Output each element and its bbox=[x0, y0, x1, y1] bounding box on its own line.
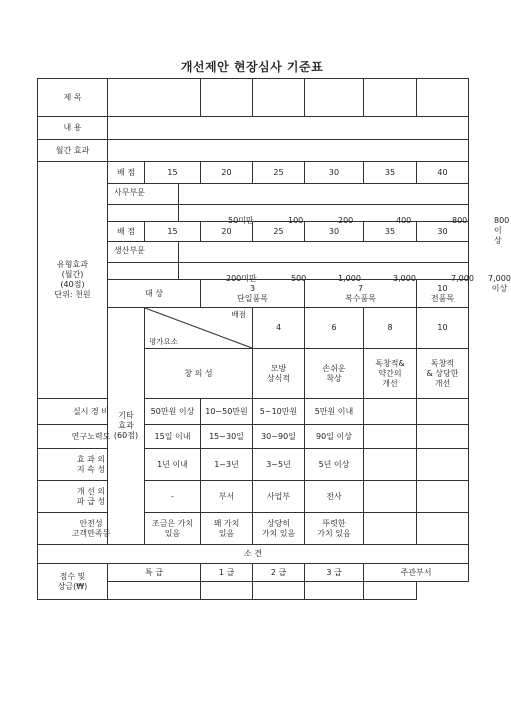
criterion-cell: - bbox=[145, 481, 201, 513]
office-range: 50미만 bbox=[228, 216, 254, 225]
score-head: 8 bbox=[364, 308, 417, 349]
subject-field[interactable] bbox=[108, 79, 201, 117]
office-section-label: 사무부문 bbox=[114, 188, 145, 197]
subject-cell[interactable] bbox=[201, 79, 253, 117]
score-head: 10 bbox=[417, 308, 469, 349]
monthly-effect-label: 월간 효과 bbox=[38, 140, 108, 162]
prod-range: 500 bbox=[291, 274, 307, 283]
criterion-cell: 3~5년 bbox=[253, 449, 305, 481]
score-label-prod: 배 점 bbox=[108, 222, 145, 242]
subject-cell[interactable] bbox=[417, 79, 469, 117]
prod-score: 30 bbox=[417, 222, 469, 242]
criterion-cell: 조금은 가치 있음 bbox=[145, 513, 201, 545]
criterion-cell: 5년 이상 bbox=[305, 449, 364, 481]
office-score: 20 bbox=[201, 162, 253, 184]
office-score: 35 bbox=[364, 162, 417, 184]
monthly-effect-field[interactable] bbox=[108, 140, 469, 162]
target-multiple: 7 복수품목 bbox=[305, 280, 417, 308]
criterion-cell: 전사 bbox=[305, 481, 364, 513]
other-effect-label: 기타 효과 (60점) bbox=[108, 308, 145, 545]
grade-2: 2 급 bbox=[253, 564, 305, 582]
office-score: 15 bbox=[145, 162, 201, 184]
subject-row bbox=[38, 79, 469, 117]
dept-field[interactable] bbox=[364, 582, 417, 600]
subject-cell[interactable] bbox=[253, 79, 305, 117]
criterion-name: 연구노력도 bbox=[38, 425, 145, 449]
criterion-cell: 5~10만원 bbox=[253, 399, 305, 425]
content-row bbox=[38, 117, 469, 140]
subject-cell[interactable] bbox=[305, 79, 364, 117]
content-label: 내 용 bbox=[38, 117, 108, 140]
target-single: 3 단일품목 bbox=[201, 280, 305, 308]
grade-3: 3 급 bbox=[305, 564, 364, 582]
prod-range: 3,000 bbox=[393, 274, 416, 283]
criterion-cell: 15일 이내 bbox=[145, 425, 201, 449]
remark-field[interactable] bbox=[417, 425, 469, 449]
prod-score: 35 bbox=[364, 222, 417, 242]
criterion-cell: 독창적 & 상당한 개선 bbox=[417, 349, 469, 399]
office-score: 40 bbox=[417, 162, 469, 184]
remark-field[interactable] bbox=[417, 399, 469, 425]
grade-special-field[interactable] bbox=[108, 582, 201, 600]
criterion-cell: 1~3년 bbox=[201, 449, 253, 481]
award-label: 점수 및 상금(₩) bbox=[38, 564, 108, 600]
criterion-cell: 30~90일 bbox=[253, 425, 305, 449]
prod-range: 1,000 bbox=[338, 274, 361, 283]
criterion-name: 실시 경 비 bbox=[38, 399, 145, 425]
diag-element-label: 평가요소 bbox=[149, 336, 178, 346]
grade-special: 특 급 bbox=[108, 564, 201, 582]
criterion-cell: 모방 상식적 bbox=[253, 349, 305, 399]
criterion-cell: 독창적& 약간의 개선 bbox=[364, 349, 417, 399]
target-all: 10 전품목 bbox=[417, 280, 469, 308]
criterion-cell: 상당히 가치 있음 bbox=[253, 513, 305, 545]
office-range: 400 bbox=[396, 216, 412, 225]
target-label: 대 상 bbox=[108, 280, 201, 308]
office-range: 800이상 bbox=[494, 216, 510, 245]
grade-1-field[interactable] bbox=[201, 582, 253, 600]
score-head: 4 bbox=[253, 308, 305, 349]
criterion-name: 효 과 의 지 속 성 bbox=[38, 449, 145, 481]
total-score-field[interactable] bbox=[364, 449, 417, 481]
office-score: 25 bbox=[253, 162, 305, 184]
criterion-name: 창 의 성 bbox=[145, 349, 253, 399]
grade-1: 1 급 bbox=[201, 564, 253, 582]
dept-label: 주관부서 bbox=[364, 564, 469, 582]
opinion-label: 소 견 bbox=[38, 545, 469, 564]
criterion-name: 안전성 고객만족등 bbox=[38, 513, 145, 545]
prod-score: 15 bbox=[145, 222, 201, 242]
prod-score: 25 bbox=[253, 222, 305, 242]
office-range: 100 bbox=[288, 216, 304, 225]
office-range: 800 bbox=[452, 216, 468, 225]
total-score-field[interactable] bbox=[364, 399, 417, 425]
criterion-name: 개 선 의 파 급 성 bbox=[38, 481, 145, 513]
remark-field[interactable] bbox=[417, 513, 469, 545]
score-head: 6 bbox=[305, 308, 364, 349]
score-element-header bbox=[145, 308, 253, 349]
subject-label: 제 목 bbox=[38, 79, 108, 117]
tangible-effect-label: 유형효과 (월간) (40점) 단위: 천원 bbox=[38, 162, 108, 399]
criterion-cell: 15~30일 bbox=[201, 425, 253, 449]
criterion-cell: 뚜렷한 가치 있음 bbox=[305, 513, 364, 545]
criterion-cell: 10~50만원 bbox=[201, 399, 253, 425]
grade-2-field[interactable] bbox=[253, 582, 305, 600]
criterion-cell: 꽤 가치 있음 bbox=[201, 513, 253, 545]
criterion-cell: 부서 bbox=[201, 481, 253, 513]
criterion-cell: 5만원 이내 bbox=[305, 399, 364, 425]
monthly-effect-row bbox=[38, 140, 469, 162]
total-score-field[interactable] bbox=[364, 481, 417, 513]
grade-3-field[interactable] bbox=[305, 582, 364, 600]
evaluation-table bbox=[37, 78, 511, 600]
office-score: 30 bbox=[305, 162, 364, 184]
score-label-office: 배 점 bbox=[108, 162, 145, 184]
criterion-cell: 90일 이상 bbox=[305, 425, 364, 449]
subject-cell[interactable] bbox=[364, 79, 417, 117]
criterion-cell: 사업부 bbox=[253, 481, 305, 513]
prod-range: 7,000이상 bbox=[488, 274, 511, 293]
criterion-cell: 50만원 이상 bbox=[145, 399, 201, 425]
total-score-field[interactable] bbox=[364, 513, 417, 545]
criterion-cell: 손쉬운 착상 bbox=[305, 349, 364, 399]
prod-score: 30 bbox=[305, 222, 364, 242]
remark-field[interactable] bbox=[417, 449, 469, 481]
diag-score-label: 배점 bbox=[231, 310, 246, 319]
remark-field[interactable] bbox=[417, 481, 469, 513]
prod-range: 200미만 bbox=[226, 274, 257, 283]
prod-range: 7,000 bbox=[451, 274, 474, 283]
prod-section-label: 생산부문 bbox=[114, 246, 145, 255]
prod-score: 20 bbox=[201, 222, 253, 242]
criterion-cell: 1년 이내 bbox=[145, 449, 201, 481]
office-range: 200 bbox=[338, 216, 354, 225]
page-title: 개선제안 현장심사 기준표 bbox=[180, 60, 324, 74]
content-field[interactable] bbox=[108, 117, 469, 140]
total-score-field[interactable] bbox=[364, 425, 417, 449]
